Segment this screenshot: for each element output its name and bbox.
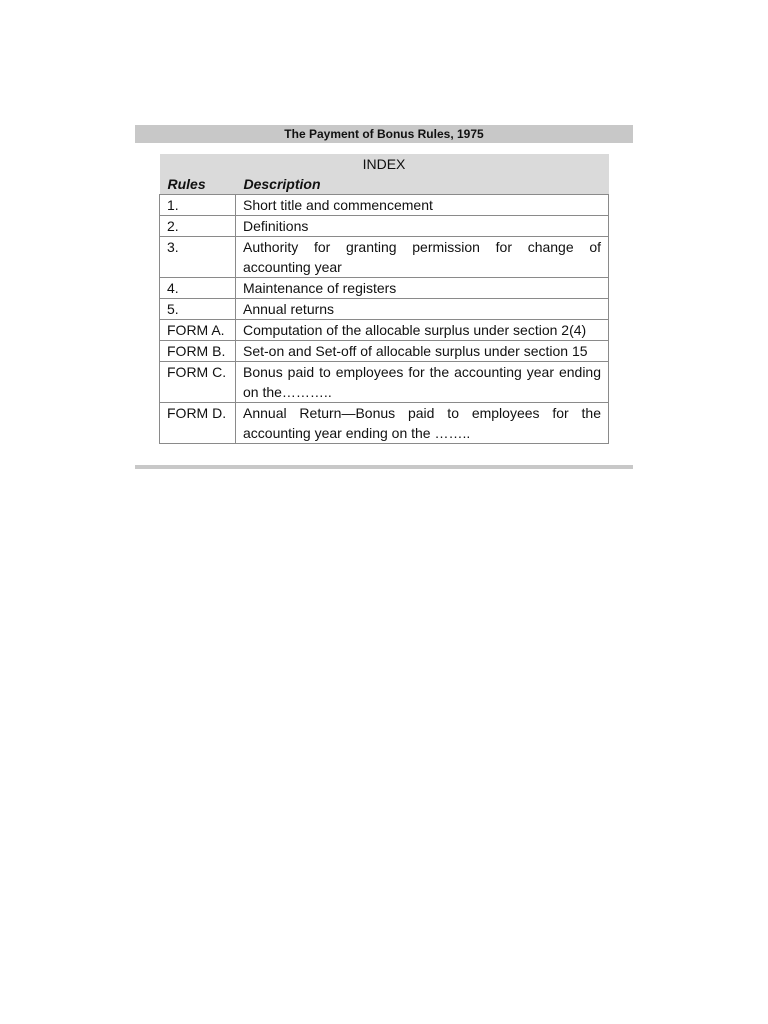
index-heading: INDEX [160,154,609,174]
rule-description: Short title and commencement [236,195,609,216]
rule-description: Annual Return—Bonus paid to employees for the accounting year ending on the …….. [236,403,609,444]
table-row [160,341,609,362]
rule-description: Definitions [236,216,609,237]
rule-number: FORM A. [160,320,236,341]
table-row [160,299,609,320]
bottom-divider [135,465,633,469]
table-row [160,195,609,216]
rule-description: Authority for granting permission for change of accounting year [236,237,609,278]
table-row [160,403,609,444]
rules-column-header: Rules [160,174,236,195]
index-table [159,154,609,444]
rule-number: 3. [160,237,236,278]
document-title: The Payment of Bonus Rules, 1975 [135,125,633,143]
rule-number: FORM C. [160,362,236,403]
table-row [160,216,609,237]
rule-number: 5. [160,299,236,320]
rule-number: 4. [160,278,236,299]
rule-description: Computation of the allocable surplus under section 2(4) [236,320,609,341]
rule-number: FORM B. [160,341,236,362]
rule-description: Set-on and Set-off of allocable surplus under section 15 [236,341,609,362]
rule-description: Annual returns [236,299,609,320]
table-row [160,237,609,278]
rule-number: FORM D. [160,403,236,444]
rule-number: 2. [160,216,236,237]
rule-description: Maintenance of registers [236,278,609,299]
description-column-header: Description [236,174,609,195]
column-header-row [160,174,609,195]
rule-description: Bonus paid to employees for the accounting year ending on the……….. [236,362,609,403]
table-row [160,278,609,299]
index-heading-row [160,154,609,174]
table-row [160,320,609,341]
rule-number: 1. [160,195,236,216]
table-row [160,362,609,403]
